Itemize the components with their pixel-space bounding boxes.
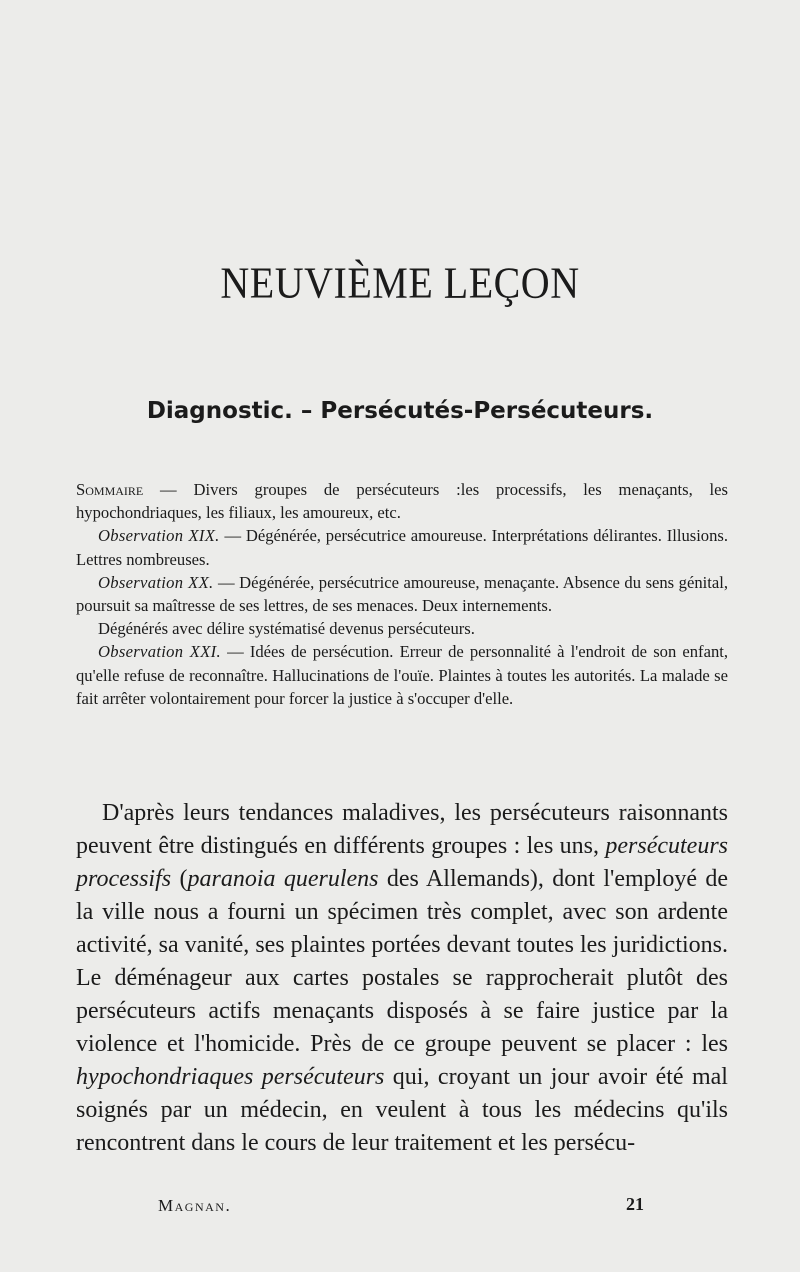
body-text-1: D'après leurs tendances maladives, les persécuteurs raisonnants peuvent être distingués en différents groupes : les uns, <box>76 800 728 859</box>
body-italic-2: paranoia querulens <box>187 866 379 892</box>
footer-author: Magnan. <box>158 1196 232 1215</box>
obs20-label: Observation XX. <box>98 572 214 592</box>
body-italic-3: hypochondriaques persécuteurs <box>76 1064 385 1090</box>
body-paragraph <box>76 797 728 1160</box>
body-italic-1: persécuteurs processifs <box>76 833 728 892</box>
page-number: 21 <box>626 1194 644 1214</box>
summary-intro-text: — Divers groupes de persécuteurs :les processifs, les menaçants, les hypochondriaques, les filiaux, les amoureux, etc. <box>76 480 728 523</box>
body-text-3: des Allemands), dont l'employé de la ville nous a fourni un spécimen très complet, avec son ardente activité, sa vanité, ses plaintes portées devant toutes les juridictions. Le déménageur aux cartes postales se rapprocherait plutôt des persécuteurs actifs menaçants disposés à se faire justice par la violence et l'homicide. Près de ce groupe peuvent se placer : les <box>76 866 728 1057</box>
body-text-4: qui, croyant un jour avoir été mal soignés par un médecin, en veulent à tous les médecins qu'ils rencontrent dans le cours de leur traitement et les persécu- <box>76 1064 728 1156</box>
chapter-subtitle: Diagnostic. – Persécutés-Persécuteurs. <box>146 398 654 424</box>
summary-observation-21 <box>76 640 728 710</box>
obs20-text: — Dégénérée, persécutrice amoureuse, menaçante. Absence du sens génital, poursuit sa maîtresse de ses lettres, de ses menaces. Deux internements. <box>76 572 728 616</box>
summary-degeneres: Dégénérés avec délire systématisé devenus persécuteurs. <box>98 619 475 639</box>
body-text-2: ( <box>171 866 188 892</box>
summary-intro <box>76 478 728 524</box>
body-text <box>76 797 728 1160</box>
obs19-label: Observation XIX. <box>98 526 220 546</box>
summary-label: Sommaire <box>76 480 144 499</box>
summary-observation-20 <box>76 571 728 617</box>
obs21-label: Observation XXI. <box>98 642 221 662</box>
chapter-title: NEUVIÈME LEÇON <box>220 257 580 308</box>
chapter-summary <box>76 478 728 710</box>
obs21-text: — Idées de persécution. Erreur de personnalité à l'endroit de son enfant, qu'elle refuse de reconnaître. Hallucinations de l'ouïe. Plaintes à toutes les autorités. La malade se fait arrêter volontairement pour forcer la justice à s'occuper d'elle. <box>76 642 729 708</box>
summary-observation-19 <box>76 524 728 570</box>
obs19-text: — Dégénérée, persécutrice amoureuse. Interprétations délirantes. Illusions. Lettres nombreuses. <box>76 526 729 569</box>
